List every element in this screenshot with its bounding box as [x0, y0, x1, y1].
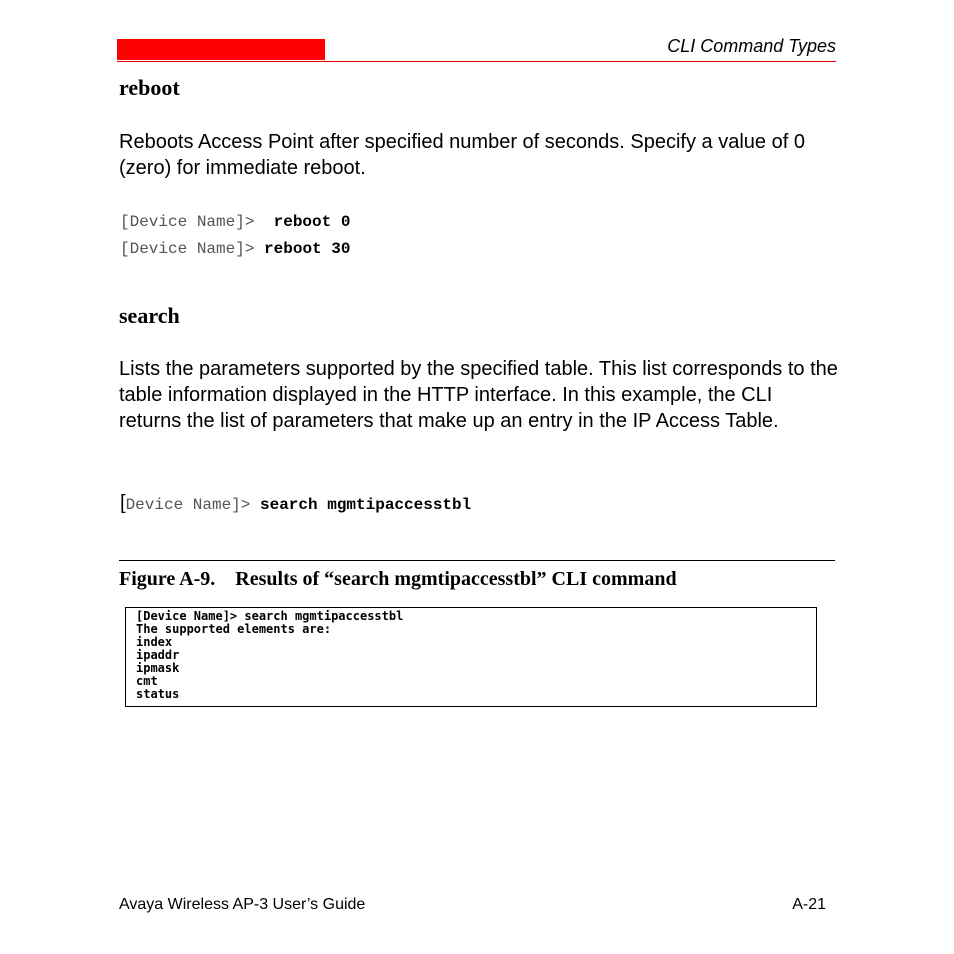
search-heading: search — [119, 303, 180, 328]
search-example — [120, 492, 471, 515]
code-command: reboot 30 — [264, 240, 351, 258]
terminal-line: cmt — [136, 674, 158, 688]
terminal-line: ipmask — [136, 661, 180, 675]
code-prompt: [Device Name]> — [120, 240, 255, 258]
reboot-heading: reboot — [119, 75, 180, 100]
code-prompt: [Device Name]> — [120, 213, 255, 231]
reboot-description: Reboots Access Point after specified number of seconds. Specify a value of 0 (zero) for immediate reboot. — [119, 131, 805, 179]
header-accent-bar — [117, 39, 325, 60]
terminal-line: ipaddr — [136, 648, 180, 662]
code-command: reboot 0 — [273, 213, 351, 231]
footer-page-number: A-21 — [792, 896, 826, 913]
figure-title: Results of “search mgmtipaccesstbl” CLI command — [235, 568, 677, 590]
terminal-line: The supported elements are: — [136, 622, 332, 636]
figure-caption — [119, 568, 677, 591]
reboot-example-1 — [120, 213, 350, 231]
code-prompt: Device Name]> — [125, 496, 251, 514]
header-rule — [117, 61, 836, 62]
footer-guide-title: Avaya Wireless AP-3 User’s Guide — [119, 896, 366, 913]
reboot-example-2 — [120, 240, 350, 258]
code-bracket: [ — [120, 492, 126, 514]
terminal-line: status — [136, 687, 180, 701]
terminal-line: [Device Name]> search mgmtipaccesstbl — [136, 609, 404, 623]
section-title: CLI Command Types — [667, 36, 836, 56]
figure-rule — [119, 560, 835, 561]
terminal-screenshot — [125, 607, 817, 707]
code-command: search mgmtipaccesstbl — [260, 496, 472, 514]
terminal-line: index — [136, 635, 173, 649]
search-description: Lists the parameters supported by the specified table. This list corresponds to the table information displayed in the HTTP interface. In this example, the CLI returns the list of parameters that make up an entry in the IP Access Table. — [119, 358, 838, 432]
figure-number: Figure A-9. — [119, 568, 216, 590]
